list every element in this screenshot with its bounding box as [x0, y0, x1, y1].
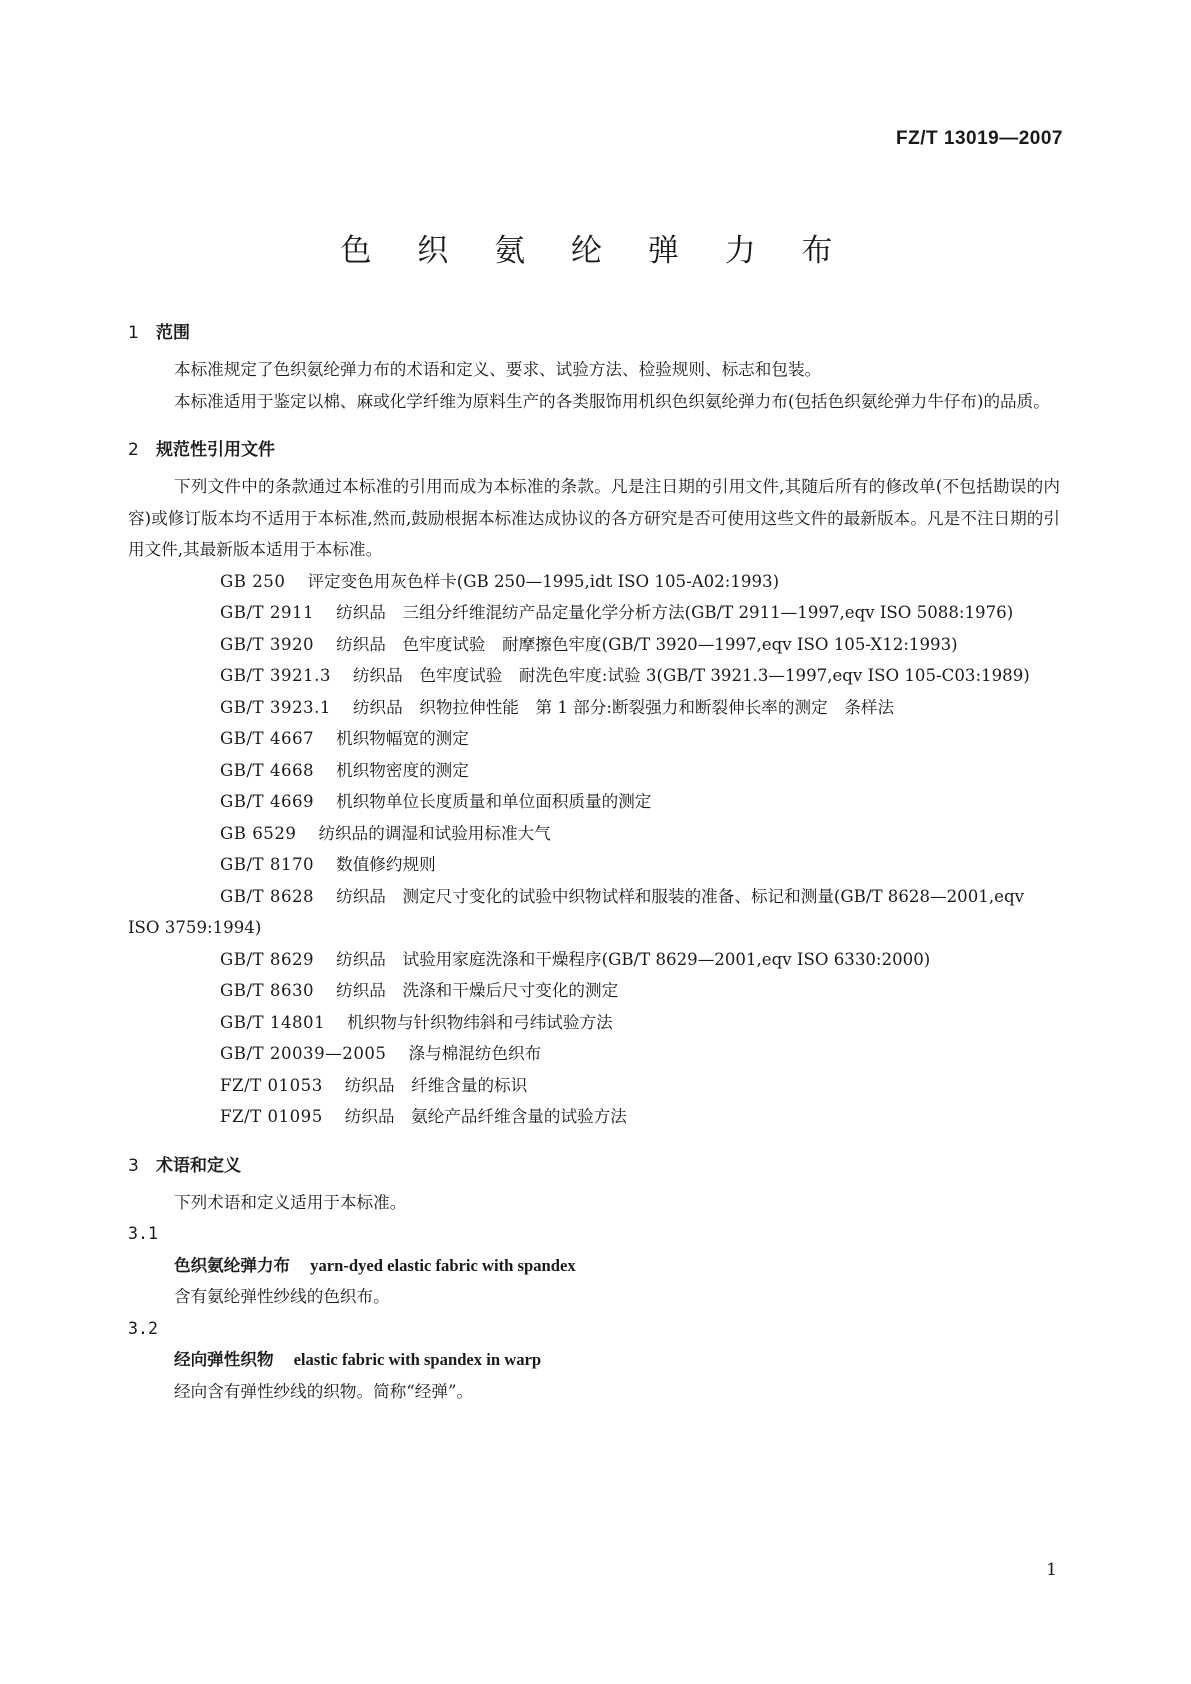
- reference-code: GB/T 4667: [220, 729, 315, 748]
- term-english: elastic fabric with spandex in warp: [293, 1350, 542, 1369]
- reference-code: FZ/T 01095: [220, 1107, 323, 1126]
- section-3-heading: [128, 1153, 1060, 1179]
- section-number: 1: [128, 323, 139, 343]
- reference-code: GB/T 8170: [220, 855, 315, 874]
- reference-item: [128, 629, 1060, 661]
- reference-code: GB/T 8628: [220, 886, 315, 906]
- term-definition: 含有氨纶弹性纱线的色织布。: [174, 1287, 390, 1306]
- reference-title: 机织物幅宽的测定: [336, 729, 469, 748]
- section-title: 术语和定义: [156, 1155, 241, 1176]
- reference-code: GB/T 2911: [220, 603, 315, 622]
- reference-code: FZ/T 01053: [220, 1075, 323, 1095]
- reference-title: 数值修约规则: [336, 855, 436, 874]
- reference-title: 机织物单位长度质量和单位面积质量的测定: [336, 792, 652, 811]
- reference-item: [128, 849, 1060, 881]
- reference-code: GB/T 20039—2005: [220, 1044, 387, 1063]
- reference-title: 纺织品 试验用家庭洗涤和干燥程序(GB/T 8629—2001,eqv ISO 6330:2000): [336, 949, 931, 969]
- reference-title: 机织物密度的测定: [336, 760, 469, 780]
- section-title: 范围: [156, 323, 190, 343]
- reference-title: 纺织品 三组分纤维混纺产品定量化学分析方法(GB/T 2911—1997,eqv ISO 5088:1976): [336, 603, 1014, 622]
- reference-item: [128, 944, 1060, 976]
- reference-title: 评定变色用灰色样卡(GB 250—1995,idt ISO 105-A02:1993): [307, 571, 780, 591]
- subsection-number: 3.2: [128, 1318, 158, 1338]
- reference-code: GB/T 3921.3: [220, 666, 331, 685]
- reference-item: [128, 818, 1060, 850]
- reference-title: 纺织品 氨纶产品纤维含量的试验方法: [344, 1107, 627, 1126]
- subsection-number: 3.1: [128, 1224, 158, 1243]
- reference-title: 纺织品的调湿和试验用标准大气: [318, 823, 551, 843]
- paragraph: 下列术语和定义适用于本标准。: [174, 1192, 407, 1212]
- reference-code: GB/T 4669: [220, 792, 315, 811]
- document-body: [128, 320, 1060, 1407]
- reference-code: GB/T 3920: [220, 634, 315, 654]
- reference-title: 纺织品 洗涤和干燥后尺寸变化的测定: [336, 981, 619, 1000]
- reference-code: GB/T 3923.1: [220, 697, 331, 717]
- reference-title: 纺织品 色牢度试验 耐洗色牢度:试验 3(GB/T 3921.3—1997,eqv ISO 105-C03:1989): [352, 666, 1030, 685]
- reference-item: [128, 755, 1060, 787]
- reference-code: GB/T 14801: [220, 1012, 326, 1032]
- term-chinese: 色织氨纶弹力布: [174, 1255, 291, 1275]
- reference-title: 纺织品 纤维含量的标识: [344, 1075, 528, 1095]
- reference-item: [128, 660, 1060, 692]
- document-title: 色 织 氨 纶 弹 力 布: [340, 233, 851, 269]
- reference-item: [128, 597, 1060, 629]
- section-number: 3: [128, 1155, 139, 1176]
- paragraph: 下列文件中的条款通过本标准的引用而成为本标准的条款。凡是注日期的引用文件,其随后所有的修改单(不包括勘误的内容)或修订版本均不适用于本标准,然而,鼓励根据本标准达成协议的各方研究是否可使用这些文件的最新版本。凡是不注日期的引用文件,其最新版本适用于本标准。: [128, 477, 1060, 559]
- term-entry: [128, 1250, 1060, 1282]
- section-title: 规范性引用文件: [156, 440, 275, 460]
- term-entry: [128, 1344, 1060, 1376]
- reference-item: [128, 723, 1060, 755]
- reference-item: [128, 566, 1060, 598]
- term-definition: 经向含有弹性纱线的织物。简称“经弹”。: [174, 1381, 474, 1401]
- reference-title: 机织物与针织物纬斜和弓纬试验方法: [347, 1012, 613, 1032]
- standard-code: FZ/T 13019—2007: [896, 128, 1063, 149]
- section-number: 2: [128, 440, 139, 460]
- reference-code: GB 6529: [220, 823, 297, 843]
- term-english: yarn-dyed elastic fabric with spandex: [310, 1255, 576, 1275]
- reference-title: 涤与棉混纺色织布: [408, 1044, 542, 1063]
- reference-code: GB/T 8630: [220, 981, 315, 1000]
- section-1-heading: [128, 320, 1060, 346]
- reference-item: [128, 786, 1060, 818]
- reference-item: [128, 692, 1060, 724]
- reference-title: 纺织品 织物拉伸性能 第 1 部分:断裂强力和断裂伸长率的测定 条样法: [352, 697, 895, 717]
- reference-item: [128, 1007, 1060, 1039]
- reference-item: [128, 1070, 1060, 1102]
- page-number: 1: [1046, 1560, 1057, 1580]
- reference-code: GB 250: [220, 571, 286, 591]
- paragraph: 本标准适用于鉴定以棉、麻或化学纤维为原料生产的各类服饰用机织色织氨纶弹力布(包括色织氨纶弹力牛仔布)的品质。: [174, 391, 1050, 411]
- reference-item: [128, 881, 1060, 944]
- reference-code: GB/T 4668: [220, 760, 315, 780]
- section-2-heading: [128, 437, 1060, 463]
- paragraph: 本标准规定了色织氨纶弹力布的术语和定义、要求、试验方法、检验规则、标志和包装。: [174, 360, 822, 379]
- reference-code: GB/T 8629: [220, 949, 315, 969]
- reference-item: [128, 1101, 1060, 1133]
- term-chinese: 经向弹性织物: [174, 1350, 274, 1369]
- reference-item: [128, 975, 1060, 1007]
- reference-title: 纺织品 色牢度试验 耐摩擦色牢度(GB/T 3920—1997,eqv ISO 105-X12:1993): [336, 634, 958, 654]
- reference-title: 纺织品 测定尺寸变化的试验中织物试样和服装的准备、标记和测量(GB/T 8628—2001,eqv ISO 3759:1994): [128, 886, 1024, 937]
- reference-item: [128, 1038, 1060, 1070]
